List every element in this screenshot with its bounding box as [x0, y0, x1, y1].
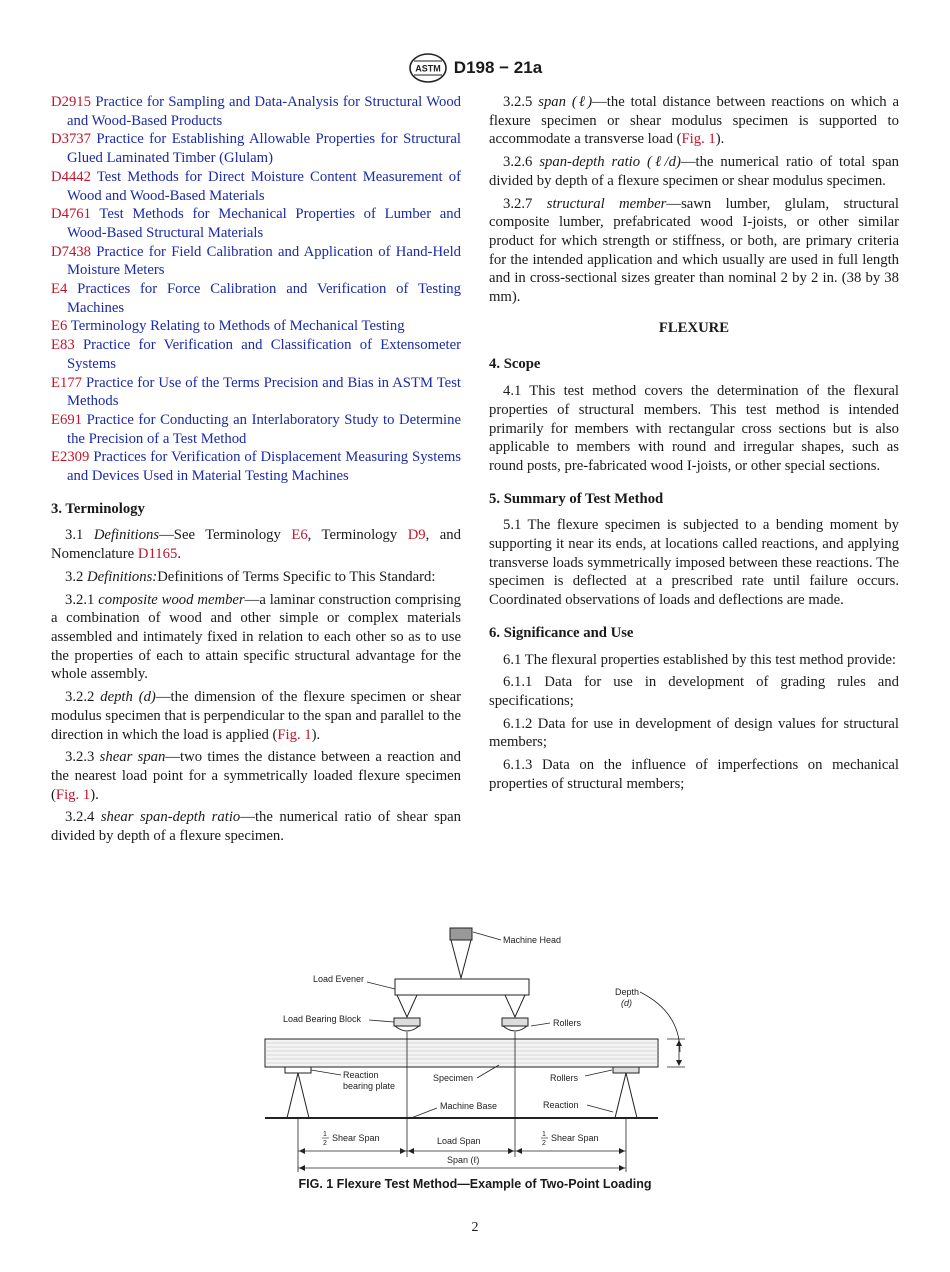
para-3-2-6: 3.2.6 span-depth ratio (ℓ/d)—the numerical ratio of total span divided by depth of a flexure specimen or shear modulus specimen. [489, 154, 900, 189]
figure-caption: FIG. 1 Flexure Test Method—Example of Two-Point Loading [298, 1177, 652, 1191]
para-3-2-4: 3.2.4 shear span-depth ratio—the numerical ratio of shear span divided by depth of a flexure specimen. [51, 809, 461, 845]
reference-item [51, 243, 461, 280]
reference-item [51, 411, 461, 448]
rollers-bottom-block [613, 1067, 639, 1073]
para-3-1: 3.1 Definitions—See Terminology E6, Terminology D9, and Nomenclature D1165. [51, 527, 461, 563]
reference-code-link[interactable]: D4761 [51, 206, 91, 223]
load-evener [395, 979, 529, 995]
reference-title-link[interactable]: Practice for Field Calibration and Application of Hand-Held Moisture Meters [67, 243, 461, 279]
flexure-test-diagram [255, 922, 695, 1177]
reaction-plate-label-2: bearing plate [343, 1081, 396, 1091]
ref-link-d1165[interactable]: D1165 [137, 546, 178, 563]
half-num-right: 1 [542, 1131, 546, 1138]
scope-heading: 4. Scope [489, 356, 541, 373]
reference-item [51, 374, 461, 411]
machine-head-block [450, 928, 472, 940]
reference-item [51, 205, 461, 242]
reference-item [51, 93, 461, 130]
reference-item [51, 168, 461, 205]
rollers-bottom-label: Rollers [550, 1073, 579, 1083]
fig-link[interactable]: Fig. 1 [277, 726, 312, 743]
reference-title-link[interactable]: Test Methods for Direct Moisture Content Measurement of Wood and Wood-Based Materials [67, 168, 461, 204]
fig-link[interactable]: Fig. 1 [681, 131, 716, 148]
reference-title-link[interactable]: Practice for Conducting an Interlaboratory Study to Determine the Precision of a Test Method [67, 411, 461, 447]
load-bearing-block-right [502, 1018, 528, 1026]
para-3-2: 3.2 Definitions:Definitions of Terms Specific to This Standard: [65, 568, 436, 585]
left-column [51, 93, 461, 850]
reference-title-link[interactable]: Practice for Use of the Terms Precision and Bias in ASTM Test Methods [67, 374, 461, 410]
para-3-2-2: 3.2.2 depth (d)—the dimension of the flexure specimen or shear modulus specimen that is perpendicular to the span and parallel to the direction in which the load is applied (Fig. 1). [51, 689, 461, 743]
para-6-1-3: 6.1.3 Data on the influence of imperfections on mechanical properties of structural members; [489, 757, 899, 792]
reference-code-link[interactable]: D4442 [51, 168, 91, 185]
page-header [0, 52, 950, 84]
reaction-plate-label-1: Reaction [343, 1070, 379, 1080]
shear-span-right-label: Shear Span [551, 1133, 599, 1143]
ref-link-e6[interactable]: E6 [291, 527, 308, 544]
svg-text:ASTM: ASTM [415, 63, 441, 74]
reference-code-link[interactable]: E691 [51, 411, 83, 428]
reference-code-link[interactable]: E6 [51, 318, 68, 335]
right-column [489, 93, 899, 798]
reference-code-link[interactable]: D3737 [51, 131, 91, 148]
para-6-1: 6.1 The flexural properties established by this test method provide: [503, 651, 896, 668]
reference-title-link[interactable]: Practice for Sampling and Data-Analysis for Structural Wood and Wood-Based Products [67, 94, 462, 129]
para-3-2-5: 3.2.5 span (ℓ)—the total distance between reactions on which a flexure specimen or shear modulus specimen is supported to accommodate a transverse load (Fig. 1). [489, 94, 899, 148]
para-3-2-1: 3.2.1 composite wood member—a laminar construction comprising a combination of wood and other simple or complex materials assembled and intimately fixed in relation to each other so as to use the properties of each to attain specific structural advantage for the whole assembly. [51, 591, 461, 683]
shear-span-left-label: Shear Span [332, 1133, 380, 1143]
reference-item [51, 280, 461, 317]
reference-title-link[interactable]: Practices for Verification of Displacement Measuring Systems and Devices Used in Material Testing Machines [67, 449, 461, 485]
specimen-label: Specimen [433, 1073, 474, 1083]
reference-list [51, 93, 461, 486]
reference-item [51, 130, 461, 167]
depth-label: Depth [615, 987, 640, 997]
designation: D198 − 21a [453, 58, 543, 77]
para-3-2-3: 3.2.3 shear span—two times the distance between a reaction and the nearest load point for a symmetrically loaded flexure specimen (Fig. 1). [51, 749, 461, 803]
terminology-heading: 3. Terminology [51, 500, 145, 517]
reaction-bearing-plate [285, 1067, 311, 1073]
half-num-left: 1 [323, 1131, 327, 1138]
reference-title-link[interactable]: Terminology Relating to Methods of Mechanical Testing [70, 318, 405, 335]
para-4-1: 4.1 This test method covers the determination of the flexural properties of structural members. This test method is intended primarily for members with rectangular cross sections but is also applicable to members with round and irregular shapes, such as round posts, pre-fabricated wood I-joists, or other special sections. [489, 383, 899, 474]
reference-item [51, 448, 461, 485]
reference-code-link[interactable]: D7438 [51, 243, 91, 260]
para-5-1: 5.1 The flexure specimen is subjected to a bending moment by supporting it near its ends, at locations called reactions, and applying transverse loads symmetrically imposed between these reactions. The specimen is deflected at a prescribed rate until failure occurs. Coordinated observations of loads and deflections are made. [489, 517, 899, 609]
para-3-2-7: 3.2.7 structural member—sawn lumber, glulam, structural composite lumber, prefabricated wood I-joists, or other similar product for which strength or stiffness, or both, are primary criteria for the intended application and which usually are used in full length and in cross-sectional sizes greater than nominal 2 by 2 in. (38 by 38 mm). [489, 195, 899, 306]
reference-item [51, 317, 461, 336]
reference-title-link[interactable]: Test Methods for Mechanical Properties of Lumber and Wood-Based Structural Materials [67, 206, 461, 241]
load-evener-label: Load Evener [313, 974, 365, 984]
para-6-1-2: 6.1.2 Data for use in development of design values for structural members; [489, 715, 899, 751]
summary-heading: 5. Summary of Test Method [489, 490, 664, 507]
reference-item [51, 336, 461, 373]
ref-link-d9[interactable]: D9 [407, 527, 426, 544]
depth-symbol: (d) [621, 998, 632, 1008]
reference-title-link[interactable]: Practice for Verification and Classification of Extensometer Systems [67, 337, 462, 372]
astm-logo-icon [408, 52, 448, 84]
para-6-1-1: 6.1.1 Data for use in development of grading rules and specifications; [489, 674, 899, 709]
load-span-label: Load Span [437, 1136, 481, 1146]
machine-base-label: Machine Base [440, 1101, 498, 1111]
reference-code-link[interactable]: E2309 [51, 449, 90, 466]
reference-code-link[interactable]: E83 [51, 337, 75, 354]
reference-title-link[interactable]: Practices for Force Calibration and Verification of Testing Machines [67, 281, 461, 316]
flexure-heading: FLEXURE [658, 319, 730, 336]
significance-heading: 6. Significance and Use [489, 624, 634, 641]
page-number: 2 [471, 1220, 479, 1235]
reaction-label: Reaction [543, 1100, 579, 1110]
reference-code-link[interactable]: E4 [51, 281, 68, 298]
span-label: Span (ℓ) [447, 1155, 480, 1165]
rollers-top-label: Rollers [553, 1018, 582, 1028]
reference-title-link[interactable]: Practice for Establishing Allowable Properties for Structural Glued Laminated Timber (Glulam) [67, 131, 462, 167]
half-den-left: 2 [323, 1140, 327, 1147]
load-bearing-block-label: Load Bearing Block [283, 1014, 362, 1024]
load-bearing-block-left [394, 1018, 420, 1026]
reference-code-link[interactable]: D2915 [51, 94, 91, 110]
half-den-right: 2 [542, 1140, 546, 1147]
fig-link[interactable]: Fig. 1 [55, 786, 91, 803]
machine-head-label: Machine Head [503, 935, 562, 945]
reference-code-link[interactable]: E177 [51, 374, 83, 391]
machine-head-cone [451, 940, 471, 978]
